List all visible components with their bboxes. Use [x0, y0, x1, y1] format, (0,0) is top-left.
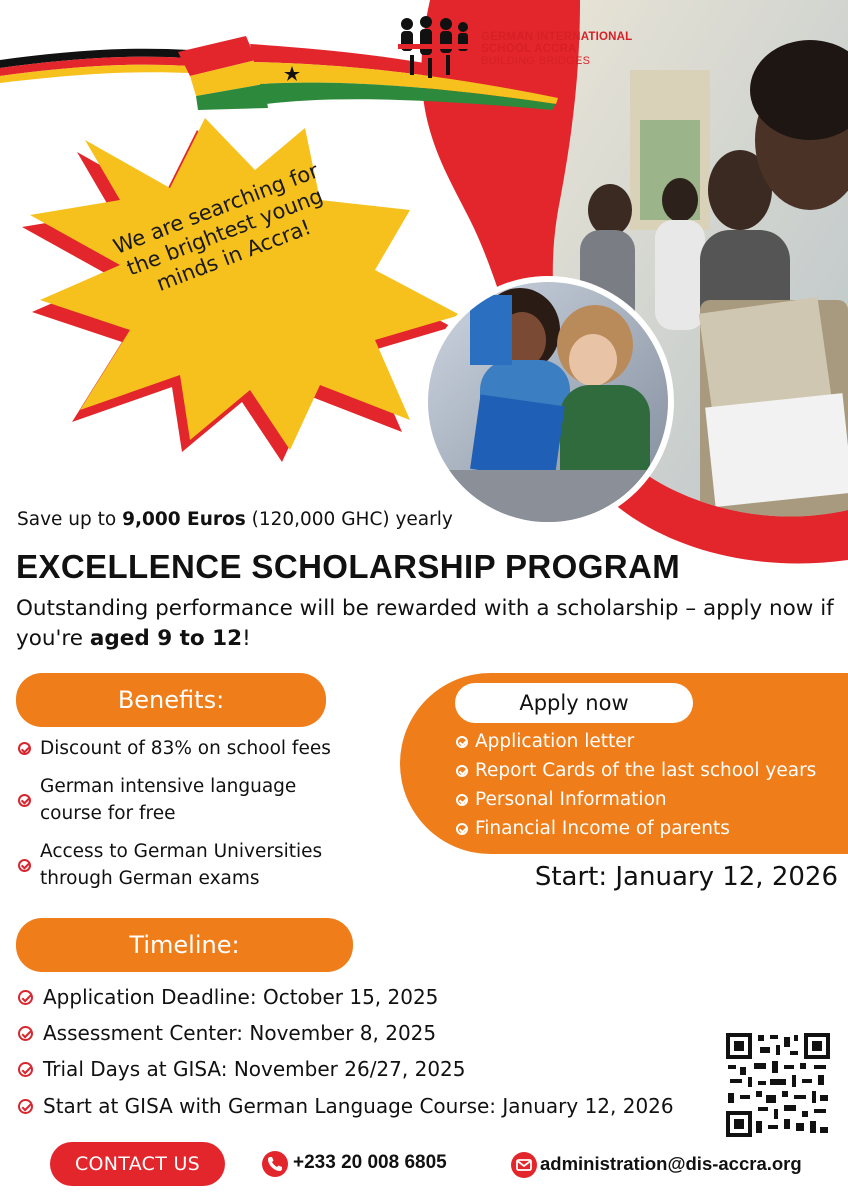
program-title: EXCELLENCE SCHOLARSHIP PROGRAM	[16, 548, 681, 585]
apply-item: Report Cards of the last school years	[456, 760, 816, 781]
timeline-heading: Timeline:	[16, 918, 353, 972]
check-circle-icon	[18, 1062, 33, 1077]
check-circle-icon	[18, 990, 33, 1005]
phone-icon	[262, 1151, 288, 1177]
german-flag-ribbon	[0, 49, 190, 83]
school-tagline: BUILDING BRIDGES	[481, 55, 591, 67]
benefit-item: Discount of 83% on school fees	[18, 735, 340, 762]
qr-code-icon[interactable]	[726, 1033, 830, 1137]
timeline-item: Application Deadline: October 15, 2025	[18, 985, 438, 1009]
check-circle-icon	[18, 1026, 33, 1041]
check-circle-icon	[18, 794, 31, 807]
apply-now-heading: Apply now	[455, 683, 693, 723]
school-name-line1: GERMAN INTERNATIONAL	[481, 31, 633, 43]
check-circle-icon	[456, 794, 468, 806]
email-address[interactable]: administration@dis-accra.org	[540, 1153, 802, 1174]
check-circle-icon	[456, 765, 468, 777]
benefits-heading: Benefits:	[16, 673, 326, 727]
check-circle-icon	[18, 1099, 33, 1114]
timeline-item: Start at GISA with German Language Course: January 12, 2026	[18, 1094, 674, 1118]
school-logo	[481, 31, 632, 67]
check-circle-icon	[456, 823, 468, 835]
contact-us-button[interactable]: CONTACT US	[50, 1142, 225, 1186]
age-range: aged 9 to 12	[89, 626, 243, 651]
timeline-item: Assessment Center: November 8, 2025	[18, 1021, 436, 1045]
start-date: Start: January 12, 2026	[534, 862, 838, 892]
school-name-line2: SCHOOL ACCRA	[481, 43, 577, 55]
savings-line: Save up to 9,000 Euros (120,000 GHC) yearly	[17, 509, 453, 530]
program-subtitle: Outstanding performance will be rewarded with a scholarship – apply now if you're aged 9 to 12!	[16, 596, 834, 651]
star-burst	[22, 118, 460, 462]
apply-item: Personal Information	[456, 789, 667, 810]
timeline-item: Trial Days at GISA: November 26/27, 2025	[18, 1057, 466, 1081]
check-circle-icon	[18, 859, 31, 872]
apply-item: Application letter	[456, 731, 634, 752]
check-circle-icon	[18, 742, 31, 755]
phone-number[interactable]: +233 20 008 6805	[293, 1152, 447, 1173]
check-circle-icon	[456, 736, 468, 748]
savings-amount: 9,000 Euros	[122, 509, 246, 530]
star-burst-text: We are searching for the brightest young minds in Accra!	[110, 158, 327, 296]
mail-icon	[511, 1152, 537, 1178]
apply-item: Financial Income of parents	[456, 818, 730, 839]
benefit-item: Access to German Universities through German exams	[18, 838, 340, 892]
benefit-item: German intensive language course for free	[18, 773, 340, 827]
